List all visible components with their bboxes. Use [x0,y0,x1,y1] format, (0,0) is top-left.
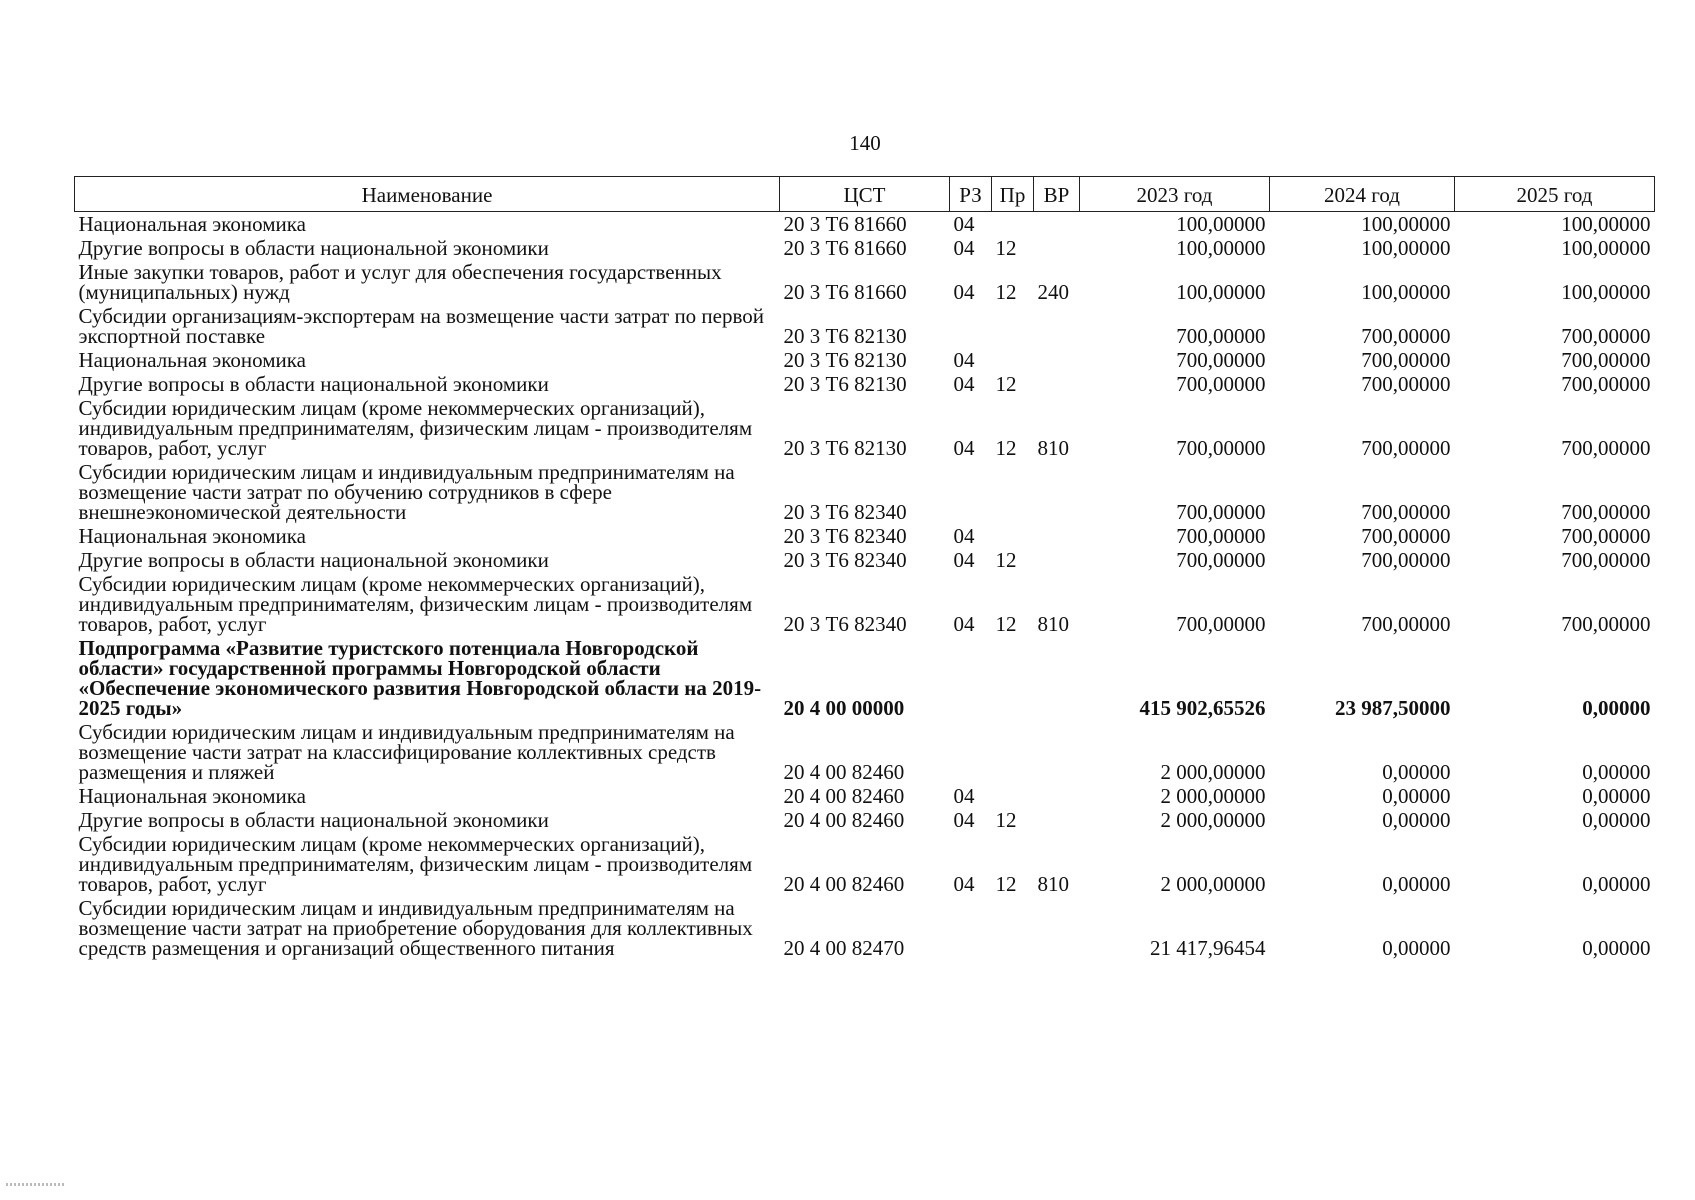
cell-rz [950,460,992,524]
cell-cst: 20 4 00 82460 [783,808,905,832]
cell-name: Другие вопросы в области национальной экономики [78,236,549,260]
cell-pr [992,212,1034,237]
cell-pr: 12 [995,280,1017,304]
cell-name: Другие вопросы в области национальной экономики [78,548,549,572]
cell-2023: 2 000,00000 [1160,872,1266,896]
cell-pr: 12 [995,872,1017,896]
cell-vr [1034,236,1080,260]
cell-2023: 100,00000 [1176,236,1266,260]
cell-cst: 20 3 Т6 82340 [783,500,907,524]
cell-pr: 12 [995,808,1017,832]
cell-2025: 700,00000 [1561,436,1651,460]
table-row [75,304,1655,348]
cell-vr [1034,896,1080,960]
cell-2025: 100,00000 [1561,236,1651,260]
cell-pr [992,524,1034,548]
cell-2024: 0,00000 [1382,936,1451,960]
cell-cst: 20 3 Т6 82130 [783,348,907,372]
header-rz: РЗ [950,177,992,212]
header-2023: 2023 год [1080,177,1270,212]
cell-vr: 810 [1037,612,1069,636]
cell-vr [1034,372,1080,396]
cell-2023: 700,00000 [1176,436,1266,460]
cell-pr [992,896,1034,960]
cell-2024: 100,00000 [1361,236,1451,260]
cell-2025: 0,00000 [1582,872,1651,896]
cell-name: Другие вопросы в области национальной экономики [78,372,549,396]
cell-pr: 12 [995,372,1017,396]
cell-rz: 04 [953,872,975,896]
cell-pr [992,720,1034,784]
cell-2025: 0,00000 [1582,784,1651,808]
cell-rz: 04 [953,280,975,304]
table-row [75,372,1655,396]
budget-table [74,176,1655,960]
page-number: 140 [849,131,881,155]
cell-cst: 20 3 Т6 82340 [783,612,907,636]
table-row [75,236,1655,260]
cell-2024: 0,00000 [1382,760,1451,784]
table-row [75,396,1655,460]
cell-rz: 04 [953,212,975,236]
cell-cst: 20 3 Т6 82130 [783,324,907,348]
cell-2024: 700,00000 [1361,348,1451,372]
cell-vr: 240 [1037,280,1069,304]
cell-2025: 700,00000 [1561,324,1651,348]
cell-pr [992,460,1034,524]
cell-rz: 04 [953,372,975,396]
cell-2024: 700,00000 [1361,372,1451,396]
cell-vr [1034,524,1080,548]
table-header-row [75,177,1655,212]
cell-2025: 0,00000 [1582,936,1651,960]
cell-2025: 700,00000 [1561,500,1651,524]
cell-pr: 12 [995,436,1017,460]
cell-2025: 100,00000 [1561,212,1651,236]
cell-vr [1034,784,1080,808]
cell-2023: 700,00000 [1176,372,1266,396]
cell-pr: 12 [995,548,1017,572]
cell-2024: 100,00000 [1361,280,1451,304]
cell-2023: 700,00000 [1176,612,1266,636]
cell-2025: 700,00000 [1561,612,1651,636]
cell-rz: 04 [953,524,975,548]
cell-2023: 21 417,96454 [1150,936,1266,960]
header-cst: ЦСТ [780,177,950,212]
cell-cst: 20 3 Т6 81660 [783,236,907,260]
cell-2025: 700,00000 [1561,372,1651,396]
table-row [75,572,1655,636]
cell-2023: 2 000,00000 [1160,760,1266,784]
cell-2023: 700,00000 [1176,324,1266,348]
cell-2024: 700,00000 [1361,436,1451,460]
cell-pr [992,784,1034,808]
cell-2024: 700,00000 [1361,612,1451,636]
table-row [75,260,1655,304]
table-row [75,548,1655,572]
table-row [75,808,1655,832]
cell-2025: 0,00000 [1582,808,1651,832]
cell-2024: 700,00000 [1361,524,1451,548]
cell-cst: 20 4 00 82460 [783,760,905,784]
cell-rz [950,636,992,720]
cell-2023: 100,00000 [1176,280,1266,304]
header-2025: 2025 год [1455,177,1655,212]
cell-name: Субсидии организациям-экспортерам на возмещение части затрат по первой экспортной поставке [78,304,765,348]
cell-2024: 0,00000 [1382,784,1451,808]
cell-rz: 04 [953,348,975,372]
cell-2025: 700,00000 [1561,548,1651,572]
cell-cst: 20 3 Т6 82340 [783,548,907,572]
cell-name: Субсидии юридическим лицам (кроме некоммерческих организаций), индивидуальным предпринимателям, физическим лицам - производителям товаров, работ, услуг [78,832,753,896]
cell-2023: 700,00000 [1176,500,1266,524]
table-row [75,460,1655,524]
cell-rz: 04 [953,808,975,832]
cell-vr: 810 [1037,436,1069,460]
cell-cst: 20 3 Т6 82130 [783,436,907,460]
table-row [75,832,1655,896]
cell-rz: 04 [953,784,975,808]
cell-2023: 700,00000 [1176,348,1266,372]
cell-name: Национальная экономика [78,348,306,372]
cell-vr [1034,548,1080,572]
cell-2024: 23 987,50000 [1335,696,1451,720]
cell-2023: 415 902,65526 [1139,696,1266,720]
cell-rz [950,896,992,960]
cell-rz [950,304,992,348]
cell-vr [1034,304,1080,348]
cell-name: Субсидии юридическим лицам и индивидуальным предпринимателям на возмещение части затрат по обучению сотрудников в сфере внешнеэкономической деятельности [78,460,735,524]
cell-rz: 04 [953,436,975,460]
cell-2023: 100,00000 [1176,212,1266,236]
cell-2025: 700,00000 [1561,524,1651,548]
cell-cst: 20 4 00 82470 [783,936,905,960]
cell-name: Субсидии юридическим лицам (кроме некоммерческих организаций), индивидуальным предпринимателям, физическим лицам - производителям товаров, работ, услуг [78,396,753,460]
cell-cst: 20 4 00 00000 [783,696,905,720]
cell-name: Субсидии юридическим лицам (кроме некоммерческих организаций), индивидуальным предпринимателям, физическим лицам - производителям товаров, работ, услуг [78,572,753,636]
cell-rz: 04 [953,236,975,260]
table-row [75,348,1655,372]
header-2024: 2024 год [1270,177,1455,212]
table-row [75,212,1655,237]
cell-2023: 700,00000 [1176,548,1266,572]
table-row [75,524,1655,548]
cell-name: Субсидии юридическим лицам и индивидуальным предпринимателям на возмещение части затрат на приобретение оборудования для коллективных средств размещения и организаций общественного питания [78,896,753,960]
cell-pr [992,636,1034,720]
cell-cst: 20 3 Т6 81660 [783,212,907,236]
cell-vr: 810 [1037,872,1069,896]
cell-2024: 100,00000 [1361,212,1451,236]
cell-2023: 2 000,00000 [1160,808,1266,832]
cell-vr [1034,212,1080,237]
cell-pr [992,304,1034,348]
cell-cst: 20 4 00 82460 [783,784,905,808]
table-row [75,784,1655,808]
cell-2024: 700,00000 [1361,548,1451,572]
cell-pr: 12 [995,236,1017,260]
header-name: Наименование [75,177,780,212]
cell-2024: 700,00000 [1361,500,1451,524]
cell-rz: 04 [953,612,975,636]
cell-name: Другие вопросы в области национальной экономики [78,808,549,832]
cell-2024: 0,00000 [1382,872,1451,896]
cell-pr [992,348,1034,372]
cell-name: Субсидии юридическим лицам и индивидуальным предпринимателям на возмещение части затрат на классифицирование коллективных средств размещения и пляжей [78,720,735,784]
cell-2025: 100,00000 [1561,280,1651,304]
cell-rz [950,720,992,784]
cell-2025: 0,00000 [1582,760,1651,784]
header-vr: ВР [1034,177,1080,212]
cell-cst: 20 3 Т6 81660 [783,280,907,304]
cell-cst: 20 4 00 82460 [783,872,905,896]
cell-name: Иные закупки товаров, работ и услуг для обеспечения государственных (муниципальных) нужд [78,260,722,304]
cell-vr [1034,720,1080,784]
cell-name: Национальная экономика [78,524,306,548]
cell-2025: 0,00000 [1582,696,1651,720]
cell-cst: 20 3 Т6 82130 [783,372,907,396]
table-body [75,212,1655,961]
table-row [75,896,1655,960]
scan-artifact [6,1183,66,1186]
header-pr: Пр [992,177,1034,212]
cell-cst: 20 3 Т6 82340 [783,524,907,548]
cell-vr [1034,348,1080,372]
table-row [75,720,1655,784]
cell-vr [1034,460,1080,524]
cell-2025: 700,00000 [1561,348,1651,372]
cell-2023: 2 000,00000 [1160,784,1266,808]
cell-pr: 12 [995,612,1017,636]
cell-rz: 04 [953,548,975,572]
table-row [75,636,1655,720]
cell-name: Национальная экономика [78,212,306,236]
cell-2024: 0,00000 [1382,808,1451,832]
cell-name: Национальная экономика [78,784,306,808]
cell-name: Подпрограмма «Развитие туристского потенциала Новгородской области» государственной программы Новгородской области «Обеспечение экономического развития Новгородской области на 2019-2025 годы» [78,636,762,720]
cell-2023: 700,00000 [1176,524,1266,548]
cell-vr [1034,808,1080,832]
cell-2024: 700,00000 [1361,324,1451,348]
cell-vr [1034,636,1080,720]
